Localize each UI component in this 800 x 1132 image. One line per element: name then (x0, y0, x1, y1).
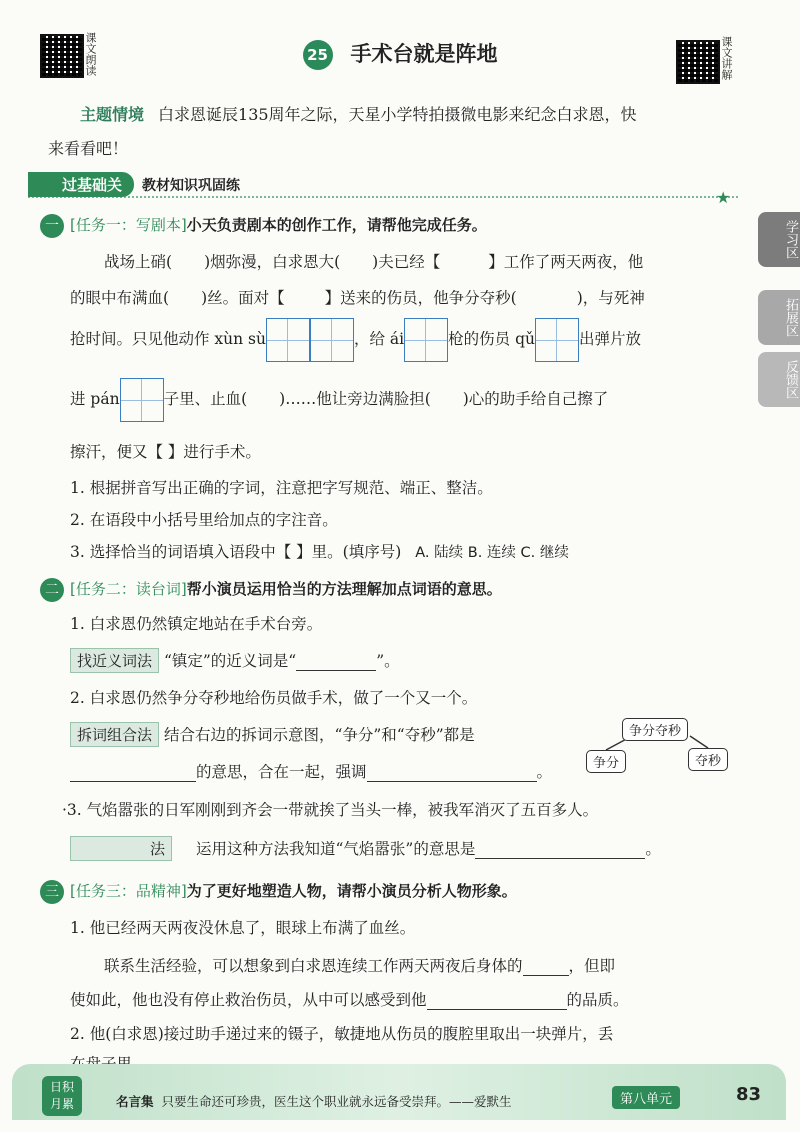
side-tab-extend[interactable]: 拓展区 (758, 290, 800, 345)
lesson-number-badge: 25 (303, 40, 333, 70)
task1-badge: 一 (40, 214, 64, 238)
answer-blank[interactable] (475, 840, 645, 859)
footer-quote: 名言集 只要生命还可珍贵，医生这个职业就永远备受崇拜。——爱默生 (116, 1094, 512, 1109)
writing-box[interactable] (266, 318, 310, 362)
writing-box[interactable] (535, 318, 579, 362)
page-title: 25 手术台就是阵地 (0, 38, 800, 70)
task3-para-line2: 使如此，他也没有停止救治伤员，从中可以感受到他 的品质。 (70, 991, 629, 1009)
task3-s2-line1: 2. 他(白求恩)接过助手递过来的镊子，敏捷地从伤员的腹腔里取出一块弹片，丢 (70, 1025, 614, 1043)
unit-label: 第八单元 (612, 1086, 680, 1109)
task2-method1-row: 找近义词法 “镇定”的近义词是“ ”。 (70, 648, 400, 673)
qr-label-right: 课文讲解 (720, 36, 733, 80)
answer-blank[interactable] (523, 957, 569, 976)
task3-header: [任务三：品精神]为了更好地塑造人物，请帮小演员分析人物形象。 (70, 882, 517, 900)
task2-header: [任务二：读台词]帮小演员运用恰当的方法理解加点词语的意思。 (70, 580, 502, 598)
task2-s3: ·3. 气焰嚣张的日军刚刚到齐会一带就挨了当头一棒，被我军消灭了五百多人。 (62, 801, 599, 819)
task1-para-line2: 的眼中布满血( )丝。面对【 】送来的伤员，他争分夺秒( )，与死神 (70, 289, 645, 307)
diagram-top-node: 争分夺秒 (622, 718, 688, 741)
task1-para-line4: 进 pán 子里、止血( )……他让旁边满脸担( )心的助手给自己擦了 (70, 378, 608, 422)
qr-label-left: 课文朗读 (84, 32, 97, 76)
task2-s1: 1. 白求恩仍然镇定地站在手术台旁。 (70, 615, 323, 633)
answer-blank[interactable] (70, 763, 196, 782)
method-blank[interactable]: 法 (70, 836, 172, 861)
task1-q1: 1. 根据拼音写出正确的字词，注意把字写规范、端正、整洁。 (70, 479, 493, 497)
task2-s2: 2. 白求恩仍然争分夺秒地给伤员做手术，做了一个又一个。 (70, 689, 478, 707)
section-band (28, 172, 738, 198)
diagram-left-node: 争分 (586, 750, 626, 773)
method-synonym: 找近义词法 (70, 648, 159, 673)
task1-para-line1: 战场上硝( )烟弥漫，白求恩大( )夫已经【 】工作了两天两夜，他 (104, 253, 644, 271)
task1-options: A. 陆续 B. 连续 C. 继续 (415, 545, 569, 561)
theme-intro: 主题情境 白求恩诞辰135周年之际，天星小学特拍摄微电影来纪念白求恩，快 来看看吧！ (48, 105, 637, 158)
task1-q2: 2. 在语段中小括号里给加点的字注音。 (70, 511, 338, 529)
side-tab-study[interactable]: 学习区 (758, 212, 800, 267)
answer-blank[interactable] (427, 991, 567, 1010)
task1-q3: 3. 选择恰当的词语填入语段中【 】里。(填序号) A. 陆续 B. 连续 C. 继续 (70, 543, 569, 561)
method-split: 拆词组合法 (70, 722, 159, 747)
side-tab-feedback[interactable]: 反馈区 (758, 352, 800, 407)
task1-para-line3: 抢时间。只见他动作 xùn sù ，给 ái 枪的伤员 qǔ 出弹片放 (70, 318, 641, 362)
writing-box[interactable] (404, 318, 448, 362)
writing-box[interactable] (120, 378, 164, 422)
task3-s1: 1. 他已经两天两夜没休息了，眼球上布满了血丝。 (70, 919, 416, 937)
diagram-right-node: 夺秒 (688, 748, 728, 771)
task2-badge: 二 (40, 578, 64, 602)
answer-blank[interactable] (367, 763, 537, 782)
task1-header: [任务一：写剧本]小天负责剧本的创作工作，请帮他完成任务。 (70, 216, 487, 234)
theme-heading: 主题情境 (80, 105, 145, 124)
section-tag: 过基础关 (28, 172, 134, 197)
task2-method3-row: 法 运用这种方法我知道“气焰嚣张”的意思是 。 (70, 836, 661, 861)
writing-box[interactable] (310, 318, 354, 362)
task3-badge: 三 (40, 880, 64, 904)
section-subtitle: 教材知识巩固练 (142, 178, 241, 194)
task3-para-line1: 联系生活经验，可以想象到白求恩连续工作两天两夜后身体的 ，但即 (104, 957, 616, 975)
task2-method2-row: 拆词组合法 结合右边的拆词示意图，“争分”和“夺秒”都是 (70, 722, 475, 747)
star-icon: ★ (716, 188, 731, 207)
task2-method2-row2: 的意思，合在一起，强调 。 (70, 760, 552, 782)
qr-code-right[interactable] (676, 40, 720, 84)
answer-blank[interactable] (296, 652, 376, 671)
daily-badge: 日积 月累 (42, 1076, 82, 1116)
page-number: 83 (736, 1084, 762, 1105)
task1-para-line5: 擦汗，便又【 】进行手术。 (70, 443, 261, 461)
